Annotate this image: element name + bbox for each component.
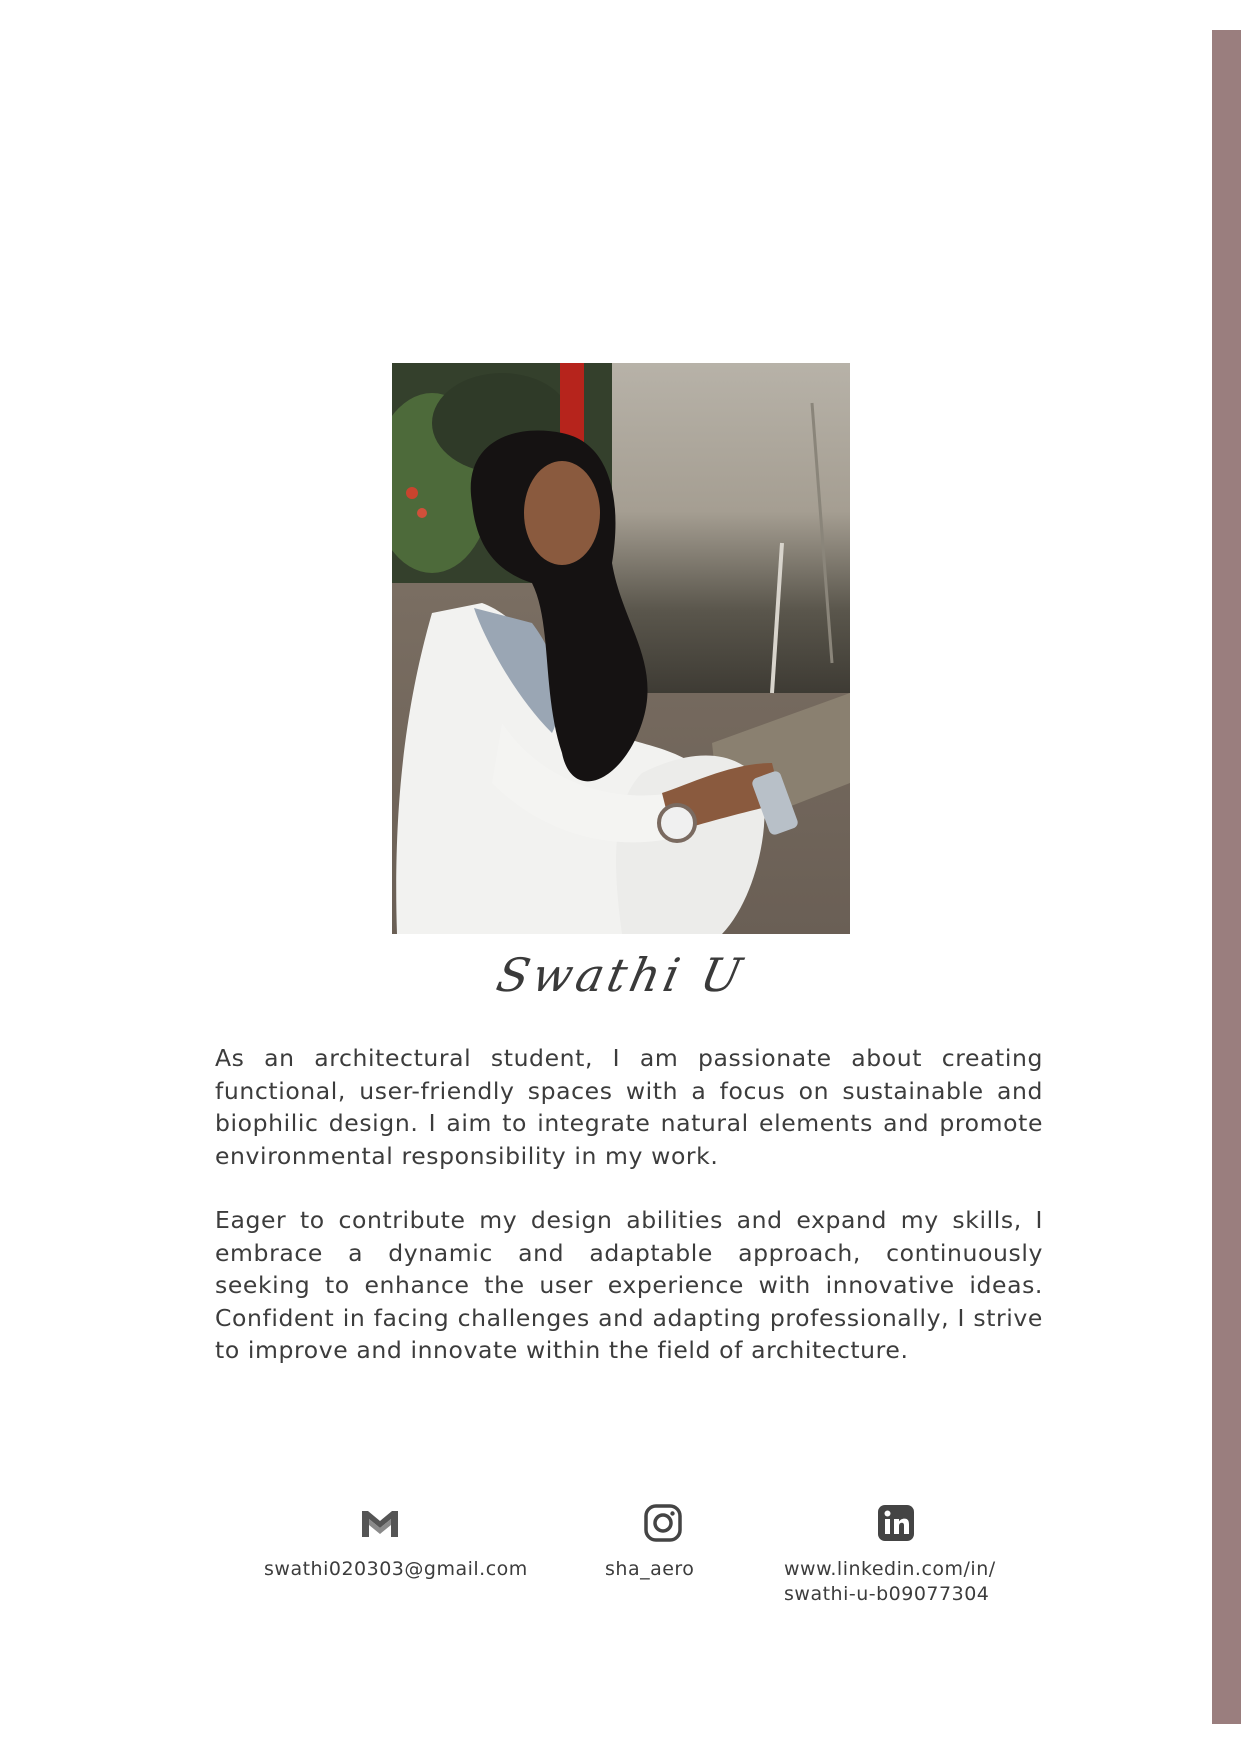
- instagram-icon: [643, 1503, 683, 1543]
- contact-email[interactable]: [264, 1503, 534, 1582]
- gmail-icon: [360, 1503, 400, 1543]
- linkedin-icon: [876, 1503, 916, 1543]
- bio-paragraph-2: Eager to contribute my design abilities and expand my skills, I embrace a dynamic and adaptable approach, continuously seeking to enhance the user experience with innovative ideas. Confident in facing challenges and adapting professionally, I strive to improve and innovate within the field of architecture.: [215, 1206, 1043, 1364]
- linkedin-url-line-1: www.linkedin.com/in/: [784, 1558, 996, 1580]
- instagram-handle: sha_aero: [605, 1558, 695, 1580]
- contact-instagram[interactable]: [605, 1503, 725, 1582]
- signature-name: Swathi U: [491, 948, 751, 1002]
- linkedin-url-line-2: swathi-u-b09077304: [784, 1583, 990, 1605]
- side-accent-bar: [1212, 30, 1241, 1724]
- bio-text: [215, 1042, 1043, 1399]
- email-text: swathi020303@gmail.com: [264, 1558, 528, 1580]
- contact-linkedin[interactable]: [784, 1503, 1024, 1607]
- bio-paragraph-1: As an architectural student, I am passionate about creating functional, user-friendly spaces with a focus on sustainable and biophilic design. I aim to integrate natural elements and promote environmental responsibility in my work.: [215, 1044, 1043, 1170]
- profile-photo: [392, 363, 850, 934]
